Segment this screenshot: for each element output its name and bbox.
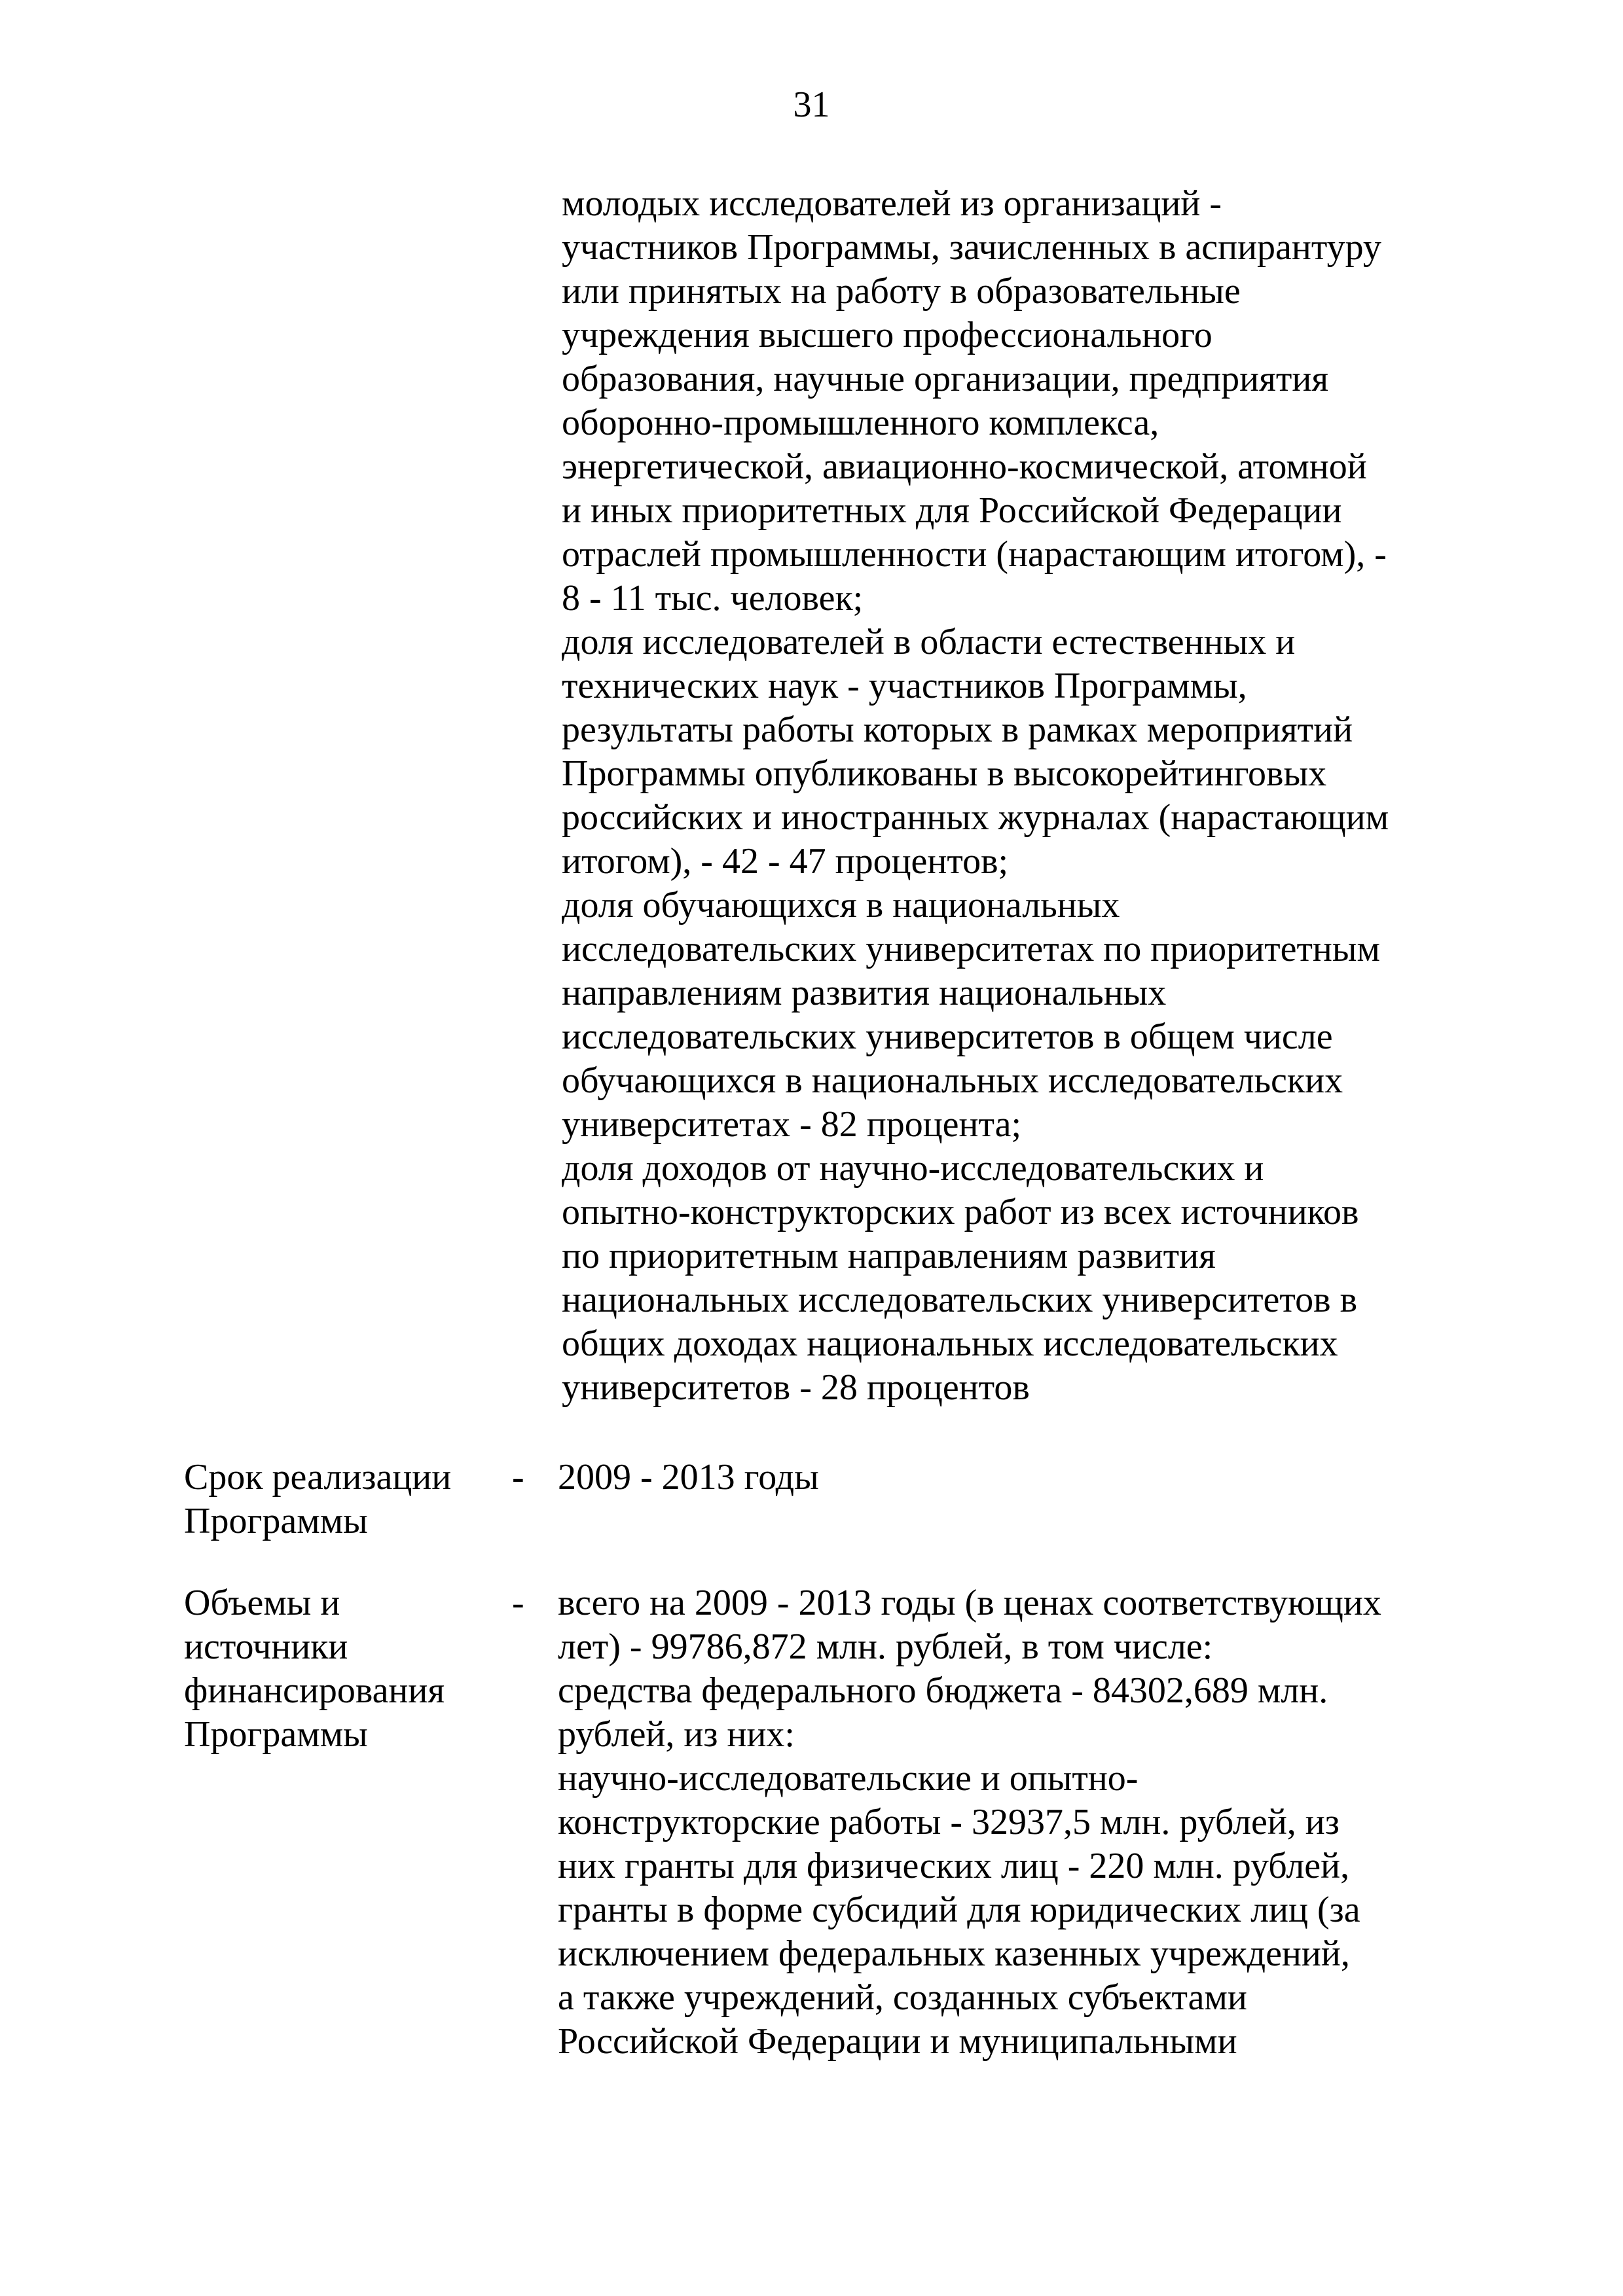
term-label — [184, 1456, 451, 1543]
funding-value-line: исключением федеральных казенных учреждений, — [558, 1933, 1350, 1974]
funding-value-line: научно-исследовательские и опытно- — [558, 1758, 1139, 1799]
funding-value — [558, 1581, 1381, 2064]
text-line: исследовательских университетах по приоритетным — [562, 929, 1380, 969]
funding-label-line: финансирования — [184, 1670, 445, 1711]
text-line: доля доходов от научно-исследовательских и — [562, 1148, 1264, 1189]
funding-value-line: лет) - 99786,872 млн. рублей, в том числе: — [558, 1626, 1213, 1667]
text-line: оборонно-промышленного комплекса, — [562, 403, 1159, 443]
text-line: доля исследователей в области естественных и — [562, 622, 1296, 662]
text-line: и иных приоритетных для Российской Федерации — [562, 490, 1342, 531]
term-label-line: Срок реализации — [184, 1457, 452, 1498]
funding-value-line: средства федерального бюджета - 84302,689 млн. — [558, 1670, 1328, 1711]
text-line: направлениям развития национальных — [562, 973, 1167, 1013]
text-line: учреждения высшего профессионального — [562, 315, 1213, 355]
text-line: молодых исследователей из организаций - — [562, 183, 1222, 224]
text-line: энергетической, авиационно-космической, атомной — [562, 446, 1367, 487]
text-line: исследовательских университетов в общем числе — [562, 1016, 1333, 1057]
text-line: общих доходах национальных исследовательских — [562, 1323, 1338, 1364]
funding-dash: - — [512, 1583, 524, 1623]
funding-value-line: Российской Федерации и муниципальными — [558, 2021, 1237, 2062]
funding-value-line: а также учреждений, созданных субъектами — [558, 1977, 1247, 2018]
term-value-line: 2009 - 2013 годы — [558, 1457, 819, 1498]
text-line: результаты работы которых в рамках мероприятий — [562, 709, 1353, 750]
funding-value-line: них гранты для физических лиц - 220 млн. рублей, — [558, 1846, 1350, 1886]
funding-value-line: гранты в форме субсидий для юридических лиц (за — [558, 1890, 1360, 1930]
intro-text-block — [562, 182, 1389, 1410]
text-line: отраслей промышленности (нарастающим итогом), - — [562, 534, 1387, 575]
funding-value-line: рублей, из них: — [558, 1714, 795, 1755]
text-line: национальных исследовательских университетов в — [562, 1280, 1358, 1320]
funding-value-line: всего на 2009 - 2013 годы (в ценах соответствующих — [558, 1583, 1381, 1623]
text-line: по приоритетным направлениям развития — [562, 1236, 1216, 1276]
funding-label — [184, 1581, 445, 1757]
text-line: итогом), - 42 - 47 процентов; — [562, 841, 1009, 882]
page-number: 31 — [793, 84, 830, 125]
text-line: участников Программы, зачисленных в аспирантуру — [562, 227, 1381, 268]
text-line: обучающихся в национальных исследовательских — [562, 1060, 1343, 1101]
text-line: университетов - 28 процентов — [562, 1367, 1030, 1408]
term-value — [558, 1456, 819, 1499]
text-line: Программы опубликованы в высокорейтинговых — [562, 753, 1327, 794]
text-line: образования, научные организации, предприятия — [562, 359, 1329, 399]
text-line: или принятых на работу в образовательные — [562, 271, 1241, 312]
text-line: российских и иностранных журналах (нарастающим — [562, 797, 1389, 838]
funding-value-line: конструкторские работы - 32937,5 млн. рублей, из — [558, 1802, 1340, 1842]
text-line: технических наук - участников Программы, — [562, 666, 1247, 706]
funding-label-line: Программы — [184, 1714, 368, 1755]
text-line: доля обучающихся в национальных — [562, 885, 1120, 925]
funding-label-line: Объемы и — [184, 1583, 340, 1623]
funding-label-line: источники — [184, 1626, 348, 1667]
text-line: университетах - 82 процента; — [562, 1104, 1022, 1145]
text-line: 8 - 11 тыс. человек; — [562, 578, 864, 619]
term-dash: - — [512, 1457, 524, 1498]
term-label-line: Программы — [184, 1501, 368, 1541]
text-line: опытно-конструкторских работ из всех источников — [562, 1192, 1359, 1232]
